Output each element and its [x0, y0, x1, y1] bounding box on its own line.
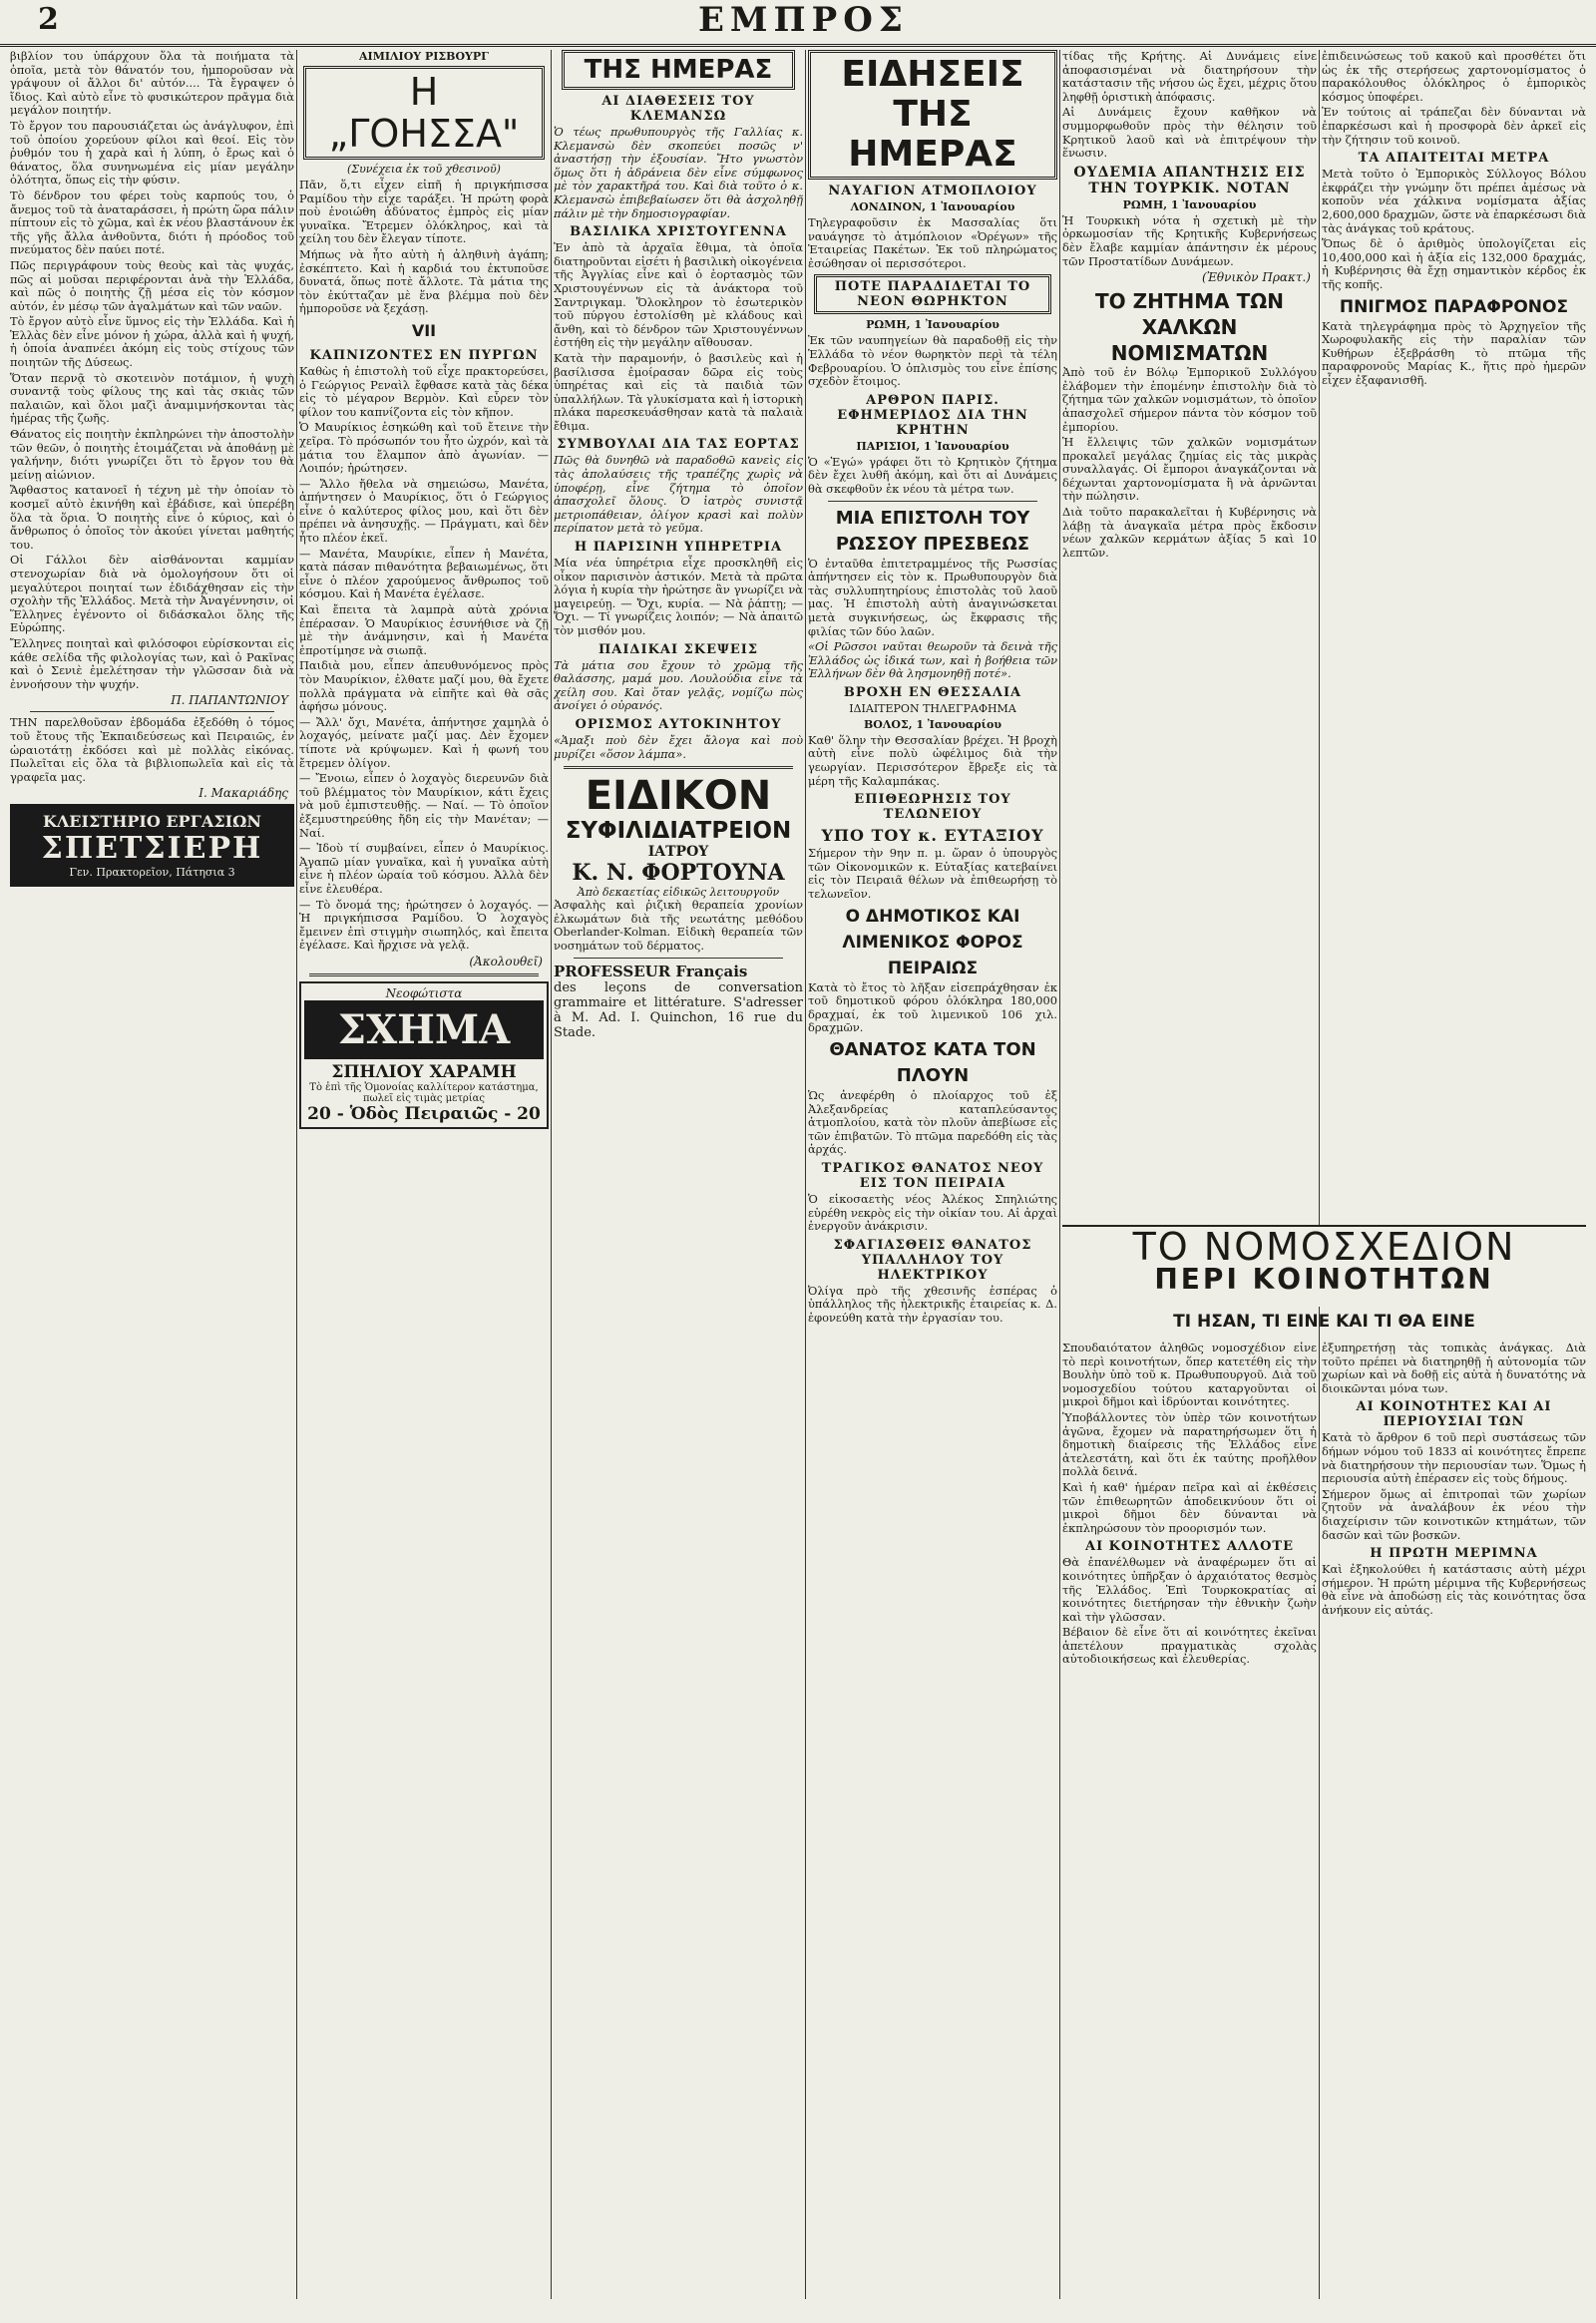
divider: [574, 958, 783, 959]
divider: [309, 973, 539, 976]
article-paragraph: Τὸ ἔργον αὐτὸ εἶνε ὕμνος εἰς τὴν Ἑλλάδα. Καὶ ἡ Ἑλλὰς δὲν εἶνε μόνον ἡ χώρα, ἀλλὰ καὶ ἡ ψυχή, ἡ ὁποία ἀναπνέει ἀκόμη εἰς τοὺς στίχους τῶν ποιητῶν τῆς Δύσεως.: [10, 314, 294, 370]
article-paragraph: Ὀλίγα πρὸ τῆς χθεσινῆς ἑσπέρας ὁ ὑπάλληλος τῆς ἡλεκτρικῆς ἑταιρείας κ. Δ. ἐφονεύθη κατὰ τὴν ἐργασίαν του.: [808, 1283, 1057, 1325]
article-paragraph: Τὸ ἔργον του παρουσιάζεται ὡς ἀνάγλυφον, ἐπὶ τοῦ ὁποίου χορεύουν φίλοι καὶ θεοί. Εἰς τὸν ῥυθμόν του ἡ χαρὰ καὶ ἡ λύπη, ὁ ἔρως καὶ ὁ θάνατος, ὅλα συνηνωμένα εἰς μίαν μεγάλην ὁλότητα, ὅπως εἰς τὴν φύσιν.: [10, 118, 294, 188]
article-paragraph: Καθ' ὅλην τὴν Θεσσαλίαν βρέχει. Ἡ βροχὴ αὐτὴ εἶνε πολὺ ὠφέλιμος διὰ τὴν γεωργίαν. Περισσότερον ἔβρεξε εἰς τὰ μέρη τῆς Καλαμπάκας.: [808, 732, 1057, 788]
ad-name: Κ. Ν. ΦΟΡΤΟΥΝΑ: [572, 860, 785, 887]
article-paragraph: Καὶ ἐξηκολούθει ἡ κατάστασις αὐτὴ μέχρι σήμερον. Ἡ πρώτη μέριμνα τῆς Κυβερνήσεως θὰ εἶνε νὰ ἀποδώσῃ εἰς τὰς κοινότητας ὅσα ἀνήκουν εἰς αὐτάς.: [1322, 1562, 1586, 1617]
feuilleton-author: ΑΙΜΙΛΙΟΥ ΡΙΣΒΟΥΡΓ: [359, 50, 489, 63]
column-rule: [1059, 50, 1060, 2299]
headline: Ο ΔΗΜΟΤΙΚΟΣ ΚΑΙ ΛΙΜΕΝΙΚΟΣ ΦΟΡΟΣ ΠΕΙΡΑΙΩΣ: [842, 906, 1023, 978]
article-paragraph: Κατὰ τὴν παραμονήν, ὁ βασιλεὺς καὶ ἡ βασίλισσα ἐμοίρασαν δῶρα εἰς τοὺς ὑπηρέτας καὶ εἰς τὰ παιδιὰ τῶν ὑπαλλήλων. Τὰ γλυκίσματα καὶ ἡ ἱστορικὴ πλάκα παρεσκευάσθησαν κατὰ τὰ παλαιὰ ἔθιμα.: [554, 350, 803, 433]
article-paragraph: Ὑποβάλλοντες τὸν ὑπὲρ τῶν κοινοτήτων ἀγῶνα, ἔχομεν νὰ παρατηρήσωμεν ὅτι ἡ δημοτικὴ διαίρεσις τῆς Ἑλλάδος εἶνε ἀτελεστάτη, καὶ ὅτι ἐκ ταύτης προῆλθον πολλὰ δεινά.: [1062, 1409, 1317, 1479]
feuilleton-subtitle: (Συνέχεια ἐκ τοῦ χθεσινοῦ): [347, 163, 501, 176]
article-paragraph: — Ἰδοὺ τί συμβαίνει, εἶπεν ὁ Μαυρίκιος. Ἀγαπῶ μίαν γυναῖκα, καὶ ἡ γυναῖκα αὐτὴ εἶνε ἡ πλέον ὡραία τοῦ κόσμου. Ἀλλὰ δὲν εἶνε ἐλευθέρα.: [299, 841, 549, 896]
column-rule: [805, 50, 806, 2299]
article-paragraph: Μία νέα ὑπηρέτρια εἶχε προσκληθῆ εἰς οἶκον παρισινὸν ἀστικόν. Μετὰ τὰ πρῶτα λόγια ἡ κυρία τὴν ἠρώτησε ἂν γνωρίζει νὰ μαγειρεύῃ. — Ὄχι, κυρία. — Νὰ ῥάπτῃ; — Ὄχι. — Τί γνωρίζεις λοιπόν; — Νὰ ἀπαιτῶ τὸν μισθόν μου.: [554, 556, 803, 637]
ad-text: des leçons de conversation grammaire et littérature. S'adresser à M. Ad. I. Quinchon, 16 rue du Stade.: [554, 979, 803, 1040]
article-paragraph: Ὁ τέως πρωθυπουργὸς τῆς Γαλλίας κ. Κλεμανσὼ δὲν σκοπεύει ποσῶς ν' ἀναστήσῃ τὴν ἐξουσίαν. Ἤτο γνωστὸν ὅμως ὅτι ἡ ἀδράνεια δὲν εἶνε σύμφωνος μὲ τὸν χαρακτῆρά του. Καὶ διὰ τοῦτο ὁ κ. Κλεμανσὼ ἐπιβεβαίωσεν ὅτι θὰ ἀσχοληθῇ πάλιν μὲ τὴν δημοσιογραφίαν.: [554, 125, 803, 220]
headline: ΕΠΙΘΕΩΡΗΣΙΣ ΤΟΥ ΤΕΛΩΝΕΙΟΥ: [854, 792, 1011, 823]
headline: ΤΟ ΖΗΤΗΜΑ ΤΩΝ ΧΑΛΚΩΝ ΝΟΜΙΣΜΑΤΩΝ: [1095, 289, 1284, 366]
article-paragraph: Καθὼς ἡ ἐπιστολὴ τοῦ εἶχε πρακτορεύσει, ὁ Γεώργιος Ρεναὶλ ἔφθασε κατὰ τὰς δέκα εἰς τὸ μέγαρον Βερμὸν. Καὶ εὗρεν τὸν φίλον του καπνίζοντα εἰς τὸν κῆπον.: [299, 363, 549, 419]
ad-subtitle-2: ΙΑΤΡΟΥ: [647, 844, 709, 861]
headline-sub: ΙΔΙΑΙΤΕΡΟΝ ΤΗΛΕΓΡΑΦΗΜΑ: [849, 701, 1016, 715]
article-paragraph: Διὰ τοῦτο παρακαλεῖται ἡ Κυβέρνησις νὰ λάβῃ τὰ ἀναγκαῖα μέτρα πρὸς ἔκδοσιν νέων χαλκῶν κερμάτων ἀξίας 5 καὶ 10 λεπτῶν.: [1062, 505, 1317, 560]
ad-title: PROFESSEUR Français: [554, 962, 748, 980]
article-paragraph: Πᾶν, ὅ,τι εἶχεν εἰπῆ ἡ πριγκήπισσα Ραμίδου τὴν εἶχε ταράξει. Ἡ πρώτη φορὰ ποὺ ἐνοιώθη ἀδύνατος ἐμπρὸς εἰς μίαν γυναῖκα. Ἔτρεμεν ὁλόκληρος, καὶ τὰ χείλη του δὲν ἔλεγαν τίποτε.: [299, 178, 549, 246]
newspaper-title: ΕΜΠΡΟΣ: [698, 0, 909, 40]
article-paragraph: Τὸ δένδρον του φέρει τοὺς καρπούς του, ὁ ἄνεμος τοῦ τὰ ἀναταράσσει, ἡ πρώτη ὥρα πάλιν πίπτουν εἰς τὸ χῶμα, καὶ ἐκ νέου βλαστάνουν ἐκ τῆς γῆς ἄλλα ἀνθοῦντα, διότι ἡ πρόοδος τοῦ πνεύματος δὲν παύει ποτέ.: [10, 188, 294, 257]
article-paragraph: «Ἁμαξι ποὺ δὲν ἔχει ἄλογα καὶ ποὺ μυρίζει «ὅσον λάμπα».: [554, 732, 803, 761]
article-paragraph: — Ἄλλ' ὄχι, Μανέτα, ἀπήντησε χαμηλὰ ὁ λοχαγός, μείνατε μαζί μας. Δὲν ἔχομεν τίποτε νὰ κρύψωμεν. Καὶ ἡ φωνή του ἔτρεμεν ὀλίγον.: [299, 714, 549, 770]
column-2: [299, 50, 549, 2299]
ad-name: ΣΠΗΛΙΟΥ ΧΑΡΑΜΗ: [331, 1061, 517, 1082]
headline: ΤΡΑΓΙΚΟΣ ΘΑΝΑΤΟΣ ΝΕΟΥ ΕΙΣ ΤΟΝ ΠΕΙΡΑΙΑ: [821, 1160, 1044, 1191]
headline: ΑΙ ΔΙΑΘΕΣΕΙΣ ΤΟΥ ΚΛΕΜΑΝΣΩ: [601, 94, 755, 124]
dateline: ΠΑΡΙΣΙΟΙ, 1 Ἰανουαρίου: [856, 439, 1009, 453]
article-paragraph: Κατὰ τηλεγράφημα πρὸς τὸ Ἀρχηγεῖον τῆς Χωροφυλακῆς εἰς τὴν παραλίαν τῶν Κυθήρων ἐξεβράσθη τὸ πτῶμα τῆς παραφρονοῦς Μαρίας Κ., ἥτις πρὸ ἡμερῶν εἶχεν ἐξαφανισθῆ.: [1322, 318, 1586, 387]
article-paragraph: Ἐκ τῶν ναυπηγείων θὰ παραδοθῇ εἰς τὴν Ἑλλάδα τὸ νέον θωρηκτὸν περὶ τὰ τέλη Φεβρουαρίου. Ὁ ὁπλισμὸς του εἶνε ἐπίσης σχεδὸν ἕτοιμος.: [808, 333, 1057, 389]
column-5-lower: [1062, 1342, 1317, 2299]
headline: ΒΡΟΧΗ ΕΝ ΘΕΣΣΑΛΙΑ: [843, 684, 1022, 700]
dateline: ΒΟΛΟΣ, 1 Ἰανουαρίου: [864, 717, 1001, 731]
article-paragraph: Σπουδαιότατον ἀληθῶς νομοσχέδιον εἶνε τὸ περὶ κοινοτήτων, ὅπερ κατετέθη εἰς τὴν Βουλὴν ὑπὸ τοῦ κ. Πρωθυπουργοῦ. Διὰ τοῦ νομοσχεδίου τούτου καταργοῦνται οἱ μικροὶ δῆμοι καὶ ἱδρύονται κοινότητες.: [1062, 1342, 1317, 1409]
ad-note: Ἀπὸ δεκαετίας εἰδικῶς λειτουργοῦν: [577, 886, 780, 900]
dateline: ΛΟΝΔΙΝΟΝ, 1 Ἰανουαρίου: [850, 200, 1015, 213]
ad-subtitle: ΣΠΕΤΣΙΕΡΗ: [41, 831, 263, 867]
article-paragraph: — Μανέτα, Μαυρίκιε, εἶπεν ἡ Μανέτα, κατὰ πάσαν πιθανότητα βεβαιωμένως, ὅτι εἶνε ὁ πλέον χαρούμενος ἄνθρωπος τοῦ κόσμου. Καὶ ἡ Μανέτα ἐγέλασε.: [299, 546, 549, 601]
advertisement: [299, 981, 549, 1129]
article-paragraph: Ὁ Μαυρίκιος ἐσηκώθη καὶ τοῦ ἔτεινε τὴν χεῖρα. Τὸ πρόσωπόν του ἦτο ὠχρόν, καὶ τὰ μάτια του ἔλαμπον ἀπὸ ἀγωνίαν. — Λοιπόν; ἠρώτησεν.: [299, 420, 549, 476]
divider: [564, 766, 793, 769]
article-paragraph: Τηλεγραφοῦσιν ἐκ Μασσαλίας ὅτι ναυάγησε τὸ ἀτμόπλοιον «Ὀρέγων» τῆς Ἑταιρείας Πακέτων. Ἐκ τοῦ πληρώματος ἐσώθησαν οἱ περισσότεροι.: [808, 215, 1057, 270]
article-paragraph: Μήπως νὰ ἦτο αὐτὴ ἡ ἀληθινὴ ἀγάπη; ἐσκέπτετο. Καὶ ἡ καρδιά του ἐκτυποῦσε δυνατά, ὅπως ποτὲ ἄλλοτε. Τὰ μάτια της τὸν ἐκύτταζαν μὲ ἕνα βλέμμα ποὺ δὲν ἠμποροῦσε νὰ ξεχάσῃ.: [299, 246, 549, 316]
chapter-title: ΚΑΠΝΙΖΟΝΤΕΣ ΕΝ ΠΥΡΓΩΝ: [309, 347, 539, 363]
ad-heading: Νεοφώτιστα: [385, 985, 463, 1000]
headline-second: ΠΕΡΙ ΚΟΙΝΟΤΗΤΩΝ: [1154, 1263, 1494, 1296]
article-paragraph: ἐξυπηρετήσῃ τὰς τοπικὰς ἀνάγκας. Διὰ τοῦτο πρέπει νὰ διατηρηθῇ ἡ αὐτονομία τῶν χωρίων καὶ νὰ δοθῇ εἰς αὐτὰ ἡ δυνατότης νὰ διοικῶνται μόνα των.: [1322, 1342, 1586, 1395]
article-paragraph: Ὡς ἀνεφέρθη ὁ πλοίαρχος τοῦ ἐξ Ἀλεξανδρείας καταπλεύσαντος ἀτμοπλοίου, κατὰ τὸν πλοῦν ἀπεβίωσε εἷς τῶν ἐπιβατῶν. Τὸ πτῶμα παρεδόθη εἰς τὰς ἀρχάς.: [808, 1088, 1057, 1157]
continued-note: (Ἀκολουθεῖ): [469, 954, 543, 968]
article-paragraph: Ἐν τούτοις αἱ τράπεζαι δὲν δύνανται νὰ ἐπαρκέσωσι καὶ ἡ προσφορὰ δὲν ἀρκεῖ εἰς τὴν ζήτησιν τοῦ κοινοῦ.: [1322, 105, 1586, 147]
headline: ΟΡΙΣΜΟΣ ΑΥΤΟΚΙΝΗΤΟΥ: [575, 716, 782, 732]
wide-subheadline: [1062, 1312, 1586, 1334]
headline: ΠΟΤΕ ΠΑΡΑΔΙΔΕΤΑΙ ΤΟ ΝΕΟΝ ΘΩΡΗΚΤΟΝ: [814, 274, 1051, 314]
section-title: ΤΗΣ ΗΜΕΡΑΣ: [584, 55, 773, 85]
article-paragraph: Καὶ ἡ καθ' ἡμέραν πεῖρα καὶ αἱ ἐκθέσεις τῶν ἐπιθεωρητῶν ἀποδεικνύουν ὅτι οἱ μικροὶ δῆμοι δὲν δύνανται νὰ ἐκπληρώσουν τὸν προορισμόν των.: [1062, 1479, 1317, 1535]
divider: [30, 711, 274, 712]
section-title: ΕΙΔΗΣΕΙΣ ΤΗΣ ΗΜΕΡΑΣ: [841, 54, 1024, 175]
headline: Η ΠΑΡΙΣΙΝΗ ΥΠΗΡΕΤΡΙΑ: [574, 540, 783, 556]
column-rule: [1319, 50, 1320, 1226]
article-paragraph: τίδας τῆς Κρήτης. Αἱ Δυνάμεις εἶνε ἀποφασισμέναι νὰ διατηρήσουν τὴν κατάστασιν τῆς νήσου ὡς ἔχει, μέχρις ὅτου ληφθῇ ὁριστικὴ ἀπόφασις.: [1062, 50, 1317, 104]
article-paragraph: Ἐν ἀπὸ τὰ ἀρχαῖα ἔθιμα, τὰ ὁποῖα διατηροῦνται εἰσέτι ἡ βασιλικὴ οἰκογένεια τῆς Ἀγγλίας εἶνε καὶ ὁ ἑορτασμὸς τῶν Χριστουγέννων εἰς τὰ ἀνάκτορα τοῦ Σαντριγκαμ. Ὅλοκληρον τὸ ἐσωτερικὸν τοῦ πύργου ἐστολίσθη μὲ κλάδους καὶ ἄνθη, καὶ τὸ δένδρον τῶν Χριστουγέννων ἐστήθη εἰς τὴν μεγάλην αἴθουσαν.: [554, 240, 803, 350]
article-paragraph: Ἡ ἔλλειψις τῶν χαλκῶν νομισμάτων προκαλεῖ μεγάλας ζημίας εἰς τὰς μικρὰς συναλλαγάς. Οἱ ἔμποροι ἀναγκάζονται νὰ δέχωνται χαρτονομίσματα ἢ νὰ ἀρνῶνται τὴν πώλησιν.: [1062, 435, 1317, 504]
headline: ΠΝΙΓΜΟΣ ΠΑΡΑΦΡΟΝΟΣ: [1339, 296, 1569, 317]
article-signature: Π. ΠΑΠΑΝΤΩΝΙΟΥ: [171, 693, 288, 708]
article-paragraph: Θάνατος εἰς ποιητὴν ἐκπληρώνει τὴν ἀποστολὴν τῶν θεῶν, ὁ ποιητὴς ἑτοιμάζεται νὰ ἀποθάνῃ μὲ γαλήνην, διότι γνωρίζει ὅτι τὸ ἔργον του θὰ μείνῃ αἰώνιον.: [10, 427, 294, 482]
column-rule: [296, 50, 297, 2299]
ad-text: Ἀσφαλὴς καὶ ῥιζικὴ θεραπεία χρονίων ἐλκωμάτων διὰ τῆς νεωτάτης μεθόδου Oberlander-Kolman. Εἰδικὴ θεραπεία τῶν νοσημάτων τοῦ δέρματος.: [554, 898, 803, 953]
article-paragraph: Ἡ Τουρκικὴ νότα ἡ σχετικὴ μὲ τὴν ὁρκωμοσίαν τῆς Κρητικῆς Κυβερνήσεως δὲν ἔλαβε καμμίαν ἀπάντησιν ἐκ μέρους τῶν Προστατίδων Δυνάμεων.: [1062, 212, 1317, 268]
article-paragraph: Ὁ εἰκοσαετὴς νέος Ἀλέκος Σπηλιώτης εὑρέθη νεκρὸς εἰς τὴν οἰκίαν του. Αἱ ἀρχαὶ ἐνεργοῦν ἀνάκρισιν.: [808, 1191, 1057, 1234]
headline-sub: ΥΠΟ ΤΟΥ κ. ΕΥΤΑΞΙΟΥ: [821, 826, 1044, 846]
article-paragraph: — Τὸ ὄνομά της; ἠρώτησεν ὁ λοχαγός. — Ἡ πριγκήπισσα Ραμίδου. Ὁ λοχαγὸς ἔμεινεν ἐπὶ στιγμὴν σιωπηλός, καὶ ἔπειτα ἐγέλασε. Καὶ ἤρχισε νὰ γελᾷ.: [299, 897, 549, 953]
headline: ΒΑΣΙΛΙΚΑ ΧΡΙΣΤΟΥΓΕΝΝΑ: [570, 224, 787, 240]
article-paragraph: Μετὰ τοῦτο ὁ Ἐμπορικὸς Σύλλογος Βόλου ἐκφράζει τὴν γνώμην ὅτι πρέπει ἀμέσως νὰ κοποῦν νέα χάλκινα νομίσματα ἀξίας 2,600,000 δραχμῶν, ὥστε νὰ ἐπαρκέσωσι διὰ τὰς ἀνάγκας τοῦ κράτους.: [1322, 167, 1586, 235]
column-6-lower: [1322, 1342, 1586, 2299]
article-paragraph: Οἱ Γάλλοι δὲν αἰσθάνονται καμμίαν στενοχωρίαν διὰ νὰ ὁμολογήσουν ὅτι οἱ μεγαλύτεροι ποιηταί των ἐδιδάχθησαν εἰς τὴν σχολὴν τῆς Ἑλλάδος. Μετὰ τὴν Ἀναγέννησιν, οἱ Ἕλληνες ἐγένοντο οἱ διδάσκαλοι ὅλης τῆς Εὐρώπης.: [10, 553, 294, 635]
article-paragraph: Πῶς θὰ δυνηθῶ νὰ παραδοθῶ κανεὶς εἰς τὰς ἀπολαύσεις τῆς τραπέζης χωρὶς νὰ ὑποφέρῃ, εἶνε ζήτημα τὸ ὁποῖον ἀπασχολεῖ ὅλους. Ὁ ἰατρὸς συνιστᾷ μετριοπάθειαν, ὀλίγον κρασὶ καὶ πολὺν περίπατον μετὰ τὸ γεῦμα.: [554, 453, 803, 536]
column-5-upper: [1062, 50, 1317, 1221]
article-paragraph: — Ἔνοιω, εἶπεν ὁ λοχαγὸς διερευνῶν διὰ τοῦ βλέμματος τὸν Μαυρίκιον, κάτι ἔχεις νὰ μοῦ ἐμπιστευθῇς. — Ναί. — Τὸ ὁποῖον ἐξεμυστηρεύθης ἤδη εἰς τὴν Μανέταν; — Ναί.: [299, 771, 549, 840]
chapter-number: VII: [411, 320, 437, 340]
article-paragraph: Πῶς περιγράφουν τοὺς θεοὺς καὶ τὰς ψυχάς, πῶς αἱ μοῦσαι περιφέρονται ἀνὰ τὴν Ἑλλάδα, καὶ πῶς ὁ ποιητὴς ζῇ μέσα εἰς τὸν κόσμον αὐτόν, ἐν μέσῳ τῶν ἀγαλμάτων καὶ τῶν ναῶν.: [10, 257, 294, 313]
article-paragraph: Σήμερον τὴν 9ην π. μ. ὥραν ὁ ὑπουργὸς τῶν Οἰκονομικῶν κ. Εὐταξίας κατεβαίνει εἰς τὸν Πειραιᾶ θέλων νὰ ἐπιθεωρήσῃ τὸ τελωνεῖον.: [808, 846, 1057, 902]
page-number: 2: [38, 2, 59, 37]
headline: ΣΦΑΓΙΑΣΘΕΙΣ ΘΑΝΑΤΟΣ ΥΠΑΛΛΗΛΟΥ ΤΟΥ ΗΛΕΚΤΡΙΚΟΥ: [833, 1237, 1032, 1283]
ad-note: Τὸ ἐπὶ τῆς Ὁμονοίας καλλίτερον κατάστημα, πωλεῖ εἰς τιμὰς μετρίας: [309, 1081, 539, 1104]
headline: ΑΡΘΡΟΝ ΠΑΡΙΣ. ΕΦΗΜΕΡΙΔΟΣ ΔΙΑ ΤΗΝ ΚΡΗΤΗΝ: [837, 392, 1028, 438]
article-paragraph: ἐπιδεινώσεως τοῦ κακοῦ καὶ προσθέτει ὅτι ὡς ἐκ τῆς στερήσεως χαρτονομίσματος ὁ παρακόλουθος ὁλόκληρος ὁ ἐμπορικὸς κόσμος ὑποφέρει.: [1322, 50, 1586, 104]
column-6-upper: [1322, 50, 1586, 1221]
headline-main: ΤΟ ΝΟΜΟΣΧΕΔΙΟΝ: [1132, 1225, 1516, 1269]
headline: Η ΠΡΩΤΗ ΜΕΡΙΜΝΑ: [1370, 1546, 1538, 1562]
article-paragraph: Κατὰ τὸ ἄρθρον 6 τοῦ περὶ συστάσεως τῶν δήμων νόμου τοῦ 1833 αἱ κοινότητες ἔπρεπε νὰ διατηρήσουν τὴν περιουσίαν των. Ὅμως ἡ περιουσία αὐτὴ ἐπέρασεν εἰς τοὺς δήμους.: [1322, 1430, 1586, 1486]
headline: ΝΑΥΑΓΙΟΝ ΑΤΜΟΠΛΟΙΟΥ: [828, 184, 1037, 198]
column-rule: [1319, 1307, 1320, 2299]
article-paragraph: Καὶ ἔπειτα τὰ λαμπρὰ αὐτὰ χρόνια ἐπέρασαν. Ὁ Μαυρίκιος ἐσυνήθισε νὰ ζῇ μὲ τὴν ἀνάμνησιν, καὶ ἡ Μανέτα ἐπροτίμησε νὰ σιωπᾷ.: [299, 602, 549, 657]
column-4: [808, 50, 1057, 2299]
divider: [828, 501, 1037, 502]
headline: ΤΑ ΑΠΑΙΤΕΙΤΑΙ ΜΕΤΡΑ: [1358, 151, 1550, 167]
article-paragraph: Ὅπως δὲ ὁ ἀριθμὸς ὑπολογίζεται εἰς 10,400,000 καὶ ἡ ἀξία εἰς 132,000 δραχμάς, ἡ Κυβέρνησις θὰ ἔχῃ σημαντικὸν κέρδος ἐκ τῆς κοπῆς.: [1322, 236, 1586, 291]
ad-address: 20 - Ὁδὸς Πειραιῶς - 20: [307, 1103, 541, 1124]
article-paragraph: Αἱ Δυνάμεις ἔχουν καθῆκον νὰ συμμορφωθοῦν πρὸς τὴν θέλησιν τοῦ Κρητικοῦ λαοῦ καὶ νὰ ἐπιτρέψουν τὴν ἕνωσιν.: [1062, 105, 1317, 161]
headline: ΠΑΙΔΙΚΑΙ ΣΚΕΨΕΙΣ: [598, 641, 759, 657]
feuilleton-title-box: [303, 66, 545, 160]
feuilleton-title: Η „ΓΟΗΣΣΑ": [328, 70, 520, 156]
article-paragraph: Ὁ ἐνταῦθα ἐπιτετραμμένος τῆς Ρωσσίας ἀπήντησεν εἰς τὸν κ. Πρωθυπουργὸν διὰ τὰς συλλυπητηρίους ἐπιστολὰς τοῦ λαοῦ μας. Ἡ ἐπιστολὴ αὐτὴ ἀναγινώσκεται μετὰ συγκινήσεως, ὡς ἔκφρασις τῆς φιλίας τῶν δύο λαῶν.: [808, 556, 1057, 638]
article-paragraph: Κατὰ τὸ ἔτος τὸ λῆξαν εἰσεπράχθησαν ἐκ τοῦ δημοτικοῦ φόρου ὁλόκληρα 180,000 δραχμαί, ἐκ τοῦ λιμενικοῦ 106 χιλ. δραχμῶν.: [808, 979, 1057, 1035]
article-paragraph: Σήμερον ὅμως αἱ ἐπιτροπαὶ τῶν χωρίων ζητοῦν νὰ ἀναλάβουν ἐκ νέου τὴν διαχείρισιν τῶν κοινοτικῶν κτημάτων, τῶν δασῶν καὶ τῶν βοσκῶν.: [1322, 1486, 1586, 1542]
ad-banner: ΣΧΗΜΑ: [304, 1000, 544, 1059]
article-paragraph: Ἄφθαστος κατανοεῖ ἡ τέχνη μὲ τὴν ὁποίαν τὸ κοσμεῖ αὐτὸ ἐκινήθη καὶ ἐβάδισε, καὶ ὑπερέβη ὅλα τὰ ὅρια. Ὁ ποιητὴς εἶνε ὁ κύριος, καὶ ὁ ἄνθρωπος ὁ ὁποῖος τὸν ἀκούει γίνεται μαθητής του.: [10, 483, 294, 552]
article-paragraph: Ἔλληνες ποιηταὶ καὶ φιλόσοφοι εὑρίσκονται εἰς κάθε σελίδα τῆς φιλολογίας των, καὶ ὁ Ρακῖνας καὶ ὁ Σενιὲ ἐμελέτησαν τὴν γλῶσσαν διὰ νὰ ἐννοήσουν τὴν ψυχήν.: [10, 635, 294, 691]
ad-subtitle: ΣΥΦΙΛΙΔΙΑΤΡΕΙΟΝ: [565, 818, 792, 845]
headline: ΘΑΝΑΤΟΣ ΚΑΤΑ ΤΟΝ ΠΛΟΥΝ: [829, 1039, 1036, 1086]
article-paragraph: Ὅταν περνᾷ τὸ σκοτεινὸν ποτάμιον, ἡ ψυχὴ συναντᾷ τοὺς φίλους της καὶ τὰς σκιὰς τῶν παλαιῶν, καὶ ὅλοι μαζὶ ἀναμιμνήσκονται τὰς ἡμέρας τῆς ζωῆς.: [10, 370, 294, 426]
column-rule: [551, 50, 552, 2299]
article-paragraph: Ἀπὸ τοῦ ἐν Βόλῳ Ἐμπορικοῦ Συλλόγου ἐλάβομεν τὴν ἑπομένην ἐπιστολὴν διὰ τὸ ζήτημα τῶν χαλκῶν νομισμάτων, τὸ ὁποῖον ἀπασχολεῖ σήμερον πάντα τὸν κόσμον τοῦ ἐμπορίου.: [1062, 365, 1317, 434]
section-title-box: [808, 50, 1057, 180]
article-paragraph: Τὰ μάτια σου ἔχουν τὸ χρῶμα τῆς θαλάσσης, μαμά μου. Λουλούδια εἶνε τὰ χείλη σου. Καὶ ὅταν γελᾷς, νομίζω πὼς ἀνοίγει ὁ οὐρανός.: [554, 657, 803, 713]
news-source: (Ἐθνικὸν Πρακτ.): [1202, 270, 1311, 285]
article-paragraph: Ὁ «Ἐγώ» γράφει ὅτι τὸ Κρητικὸν ζήτημα δὲν ἔχει λυθῆ ἀκόμη, καὶ ὅτι αἱ Δυνάμεις θὰ σκεφθοῦν ἐκ νέου τὰ μέτρα των.: [808, 454, 1057, 496]
dateline: ΡΩΜΗ, 1 Ἰανουαρίου: [866, 318, 999, 332]
headline: ΑΙ ΚΟΙΝΟΤΗΤΕΣ ΑΛΛΟΤΕ: [1084, 1539, 1295, 1555]
article-paragraph: Θὰ ἐπανέλθωμεν νὰ ἀναφέρωμεν ὅτι αἱ κοινότητες ὑπῆρξαν ὁ ἀρχαιότατος θεσμὸς τῆς Ἑλλάδος. Ἐπὶ Τουρκοκρατίας αἱ κοινότητες διετήρησαν τὴν ἐθνικὴν ζωὴν καὶ τὴν γλῶσσαν.: [1062, 1555, 1317, 1624]
column-1: [10, 50, 294, 2299]
article-paragraph: — Ἄλλο ἤθελα νὰ σημειώσω, Μανέτα, ἀπήντησεν ὁ Μαυρίκιος, ὅτι ὁ Γεώργιος εἶνε ὁ καλύτερος φίλος μου, καὶ ὅτι δὲν πρέπει νὰ ἀνησυχῇς. — Πράγματι, καὶ δὲν ἦτο πλέον ἐκεῖ.: [299, 476, 549, 546]
headline: ΣΥΜΒΟΥΛΑΙ ΔΙΑ ΤΑΣ ΕΟΡΤΑΣ: [557, 437, 800, 453]
masthead: [0, 0, 1596, 47]
section-title-box: [562, 50, 795, 90]
article-paragraph: βιβλίον του ὑπάρχουν ὅλα τὰ ποιήματα τὰ ὁποῖα, μετὰ τὸν θάνατόν του, ἠμποροῦσαν νὰ γράψουν οἱ ἄλλοι δι' αὐτόν.... Τὰ ἔγραψεν ὁ ἴδιος. Καὶ αὐτὸ εἶνε τὸ φυσικώτερον πρᾶγμα διὰ μεγάλον ποιητήν.: [10, 50, 294, 118]
wide-headline: [1062, 1225, 1586, 1309]
article-paragraph: Παιδιὰ μου, εἶπεν ἀπευθυνόμενος πρὸς τὸν Μαυρίκιον, ἐλθατε μαζί μου, θὰ ἔχετε πολλὰ πράγματα νὰ εἰπῆτε καὶ θὰ σᾶς ἀφήσω μόνους.: [299, 658, 549, 714]
headline: ΑΙ ΚΟΙΝΟΤΗΤΕΣ ΚΑΙ ΑΙ ΠΕΡΙΟΥΣΙΑΙ ΤΩΝ: [1356, 1399, 1552, 1430]
article-paragraph: Βέβαιον δὲ εἶνε ὅτι αἱ κοινότητες ἐκεῖναι ἀπετέλουν πραγματικὰς σχολὰς αὐτοδιοικήσεως καὶ ἐλευθερίας.: [1062, 1625, 1317, 1667]
notice-signature: Ι. Μακαριάδης: [199, 786, 288, 801]
ad-footer: Γεν. Πρακτορεῖον, Πάτησια 3: [69, 866, 235, 880]
headline: ΟΥΔΕΜΙΑ ΑΠΑΝΤΗΣΙΣ ΕΙΣ ΤΗΝ ΤΟΥΡΚΙΚ. ΝΟΤΑΝ: [1073, 164, 1306, 196]
advertisement: [554, 774, 803, 899]
headline-sub: ΤΙ ΗΣΑΝ, ΤΙ ΕΙΝΕ ΚΑΙ ΤΙ ΘΑ ΕΙΝΕ: [1173, 1312, 1475, 1332]
advertisement: [10, 804, 294, 887]
headline: ΜΙΑ ΕΠΙΣΤΟΛΗ ΤΟΥ ΡΩΣΣΟΥ ΠΡΕΣΒΕΩΣ: [835, 507, 1030, 555]
ad-title: ΚΛΕΙΣΤΗΡΙΟ ΕΡΓΑΣΙΩΝ: [42, 812, 262, 832]
dateline: ΡΩΜΗ, 1 Ἰανουαρίου: [1122, 197, 1257, 211]
ad-title: ΕΙΔΙΚΟΝ: [585, 773, 772, 820]
notice-paragraph: ΤΗΝ παρελθοῦσαν ἑβδομάδα ἐξεδόθη ὁ τόμος τοῦ ἔτους τῆς Ἐκπαιδεύσεως καὶ Πειραιῶς, ἐν ὡραιοτάτῃ ἐκδόσει καὶ μὲ πολλὰς εἰκόνας. Πωλεῖται εἰς ὅλα τὰ βιβλιοπωλεῖα καὶ εἰς τὰ γραφεῖα μας.: [10, 715, 294, 784]
article-paragraph: «Οἱ Ρῶσσοι ναῦται θεωροῦν τὰ δεινὰ τῆς Ἑλλάδος ὡς ἰδικά των, καὶ ἡ βοήθεια τῶν Ἑλλήνων δὲν θὰ λησμονηθῇ ποτέ».: [808, 639, 1057, 681]
column-3: [554, 50, 803, 2299]
